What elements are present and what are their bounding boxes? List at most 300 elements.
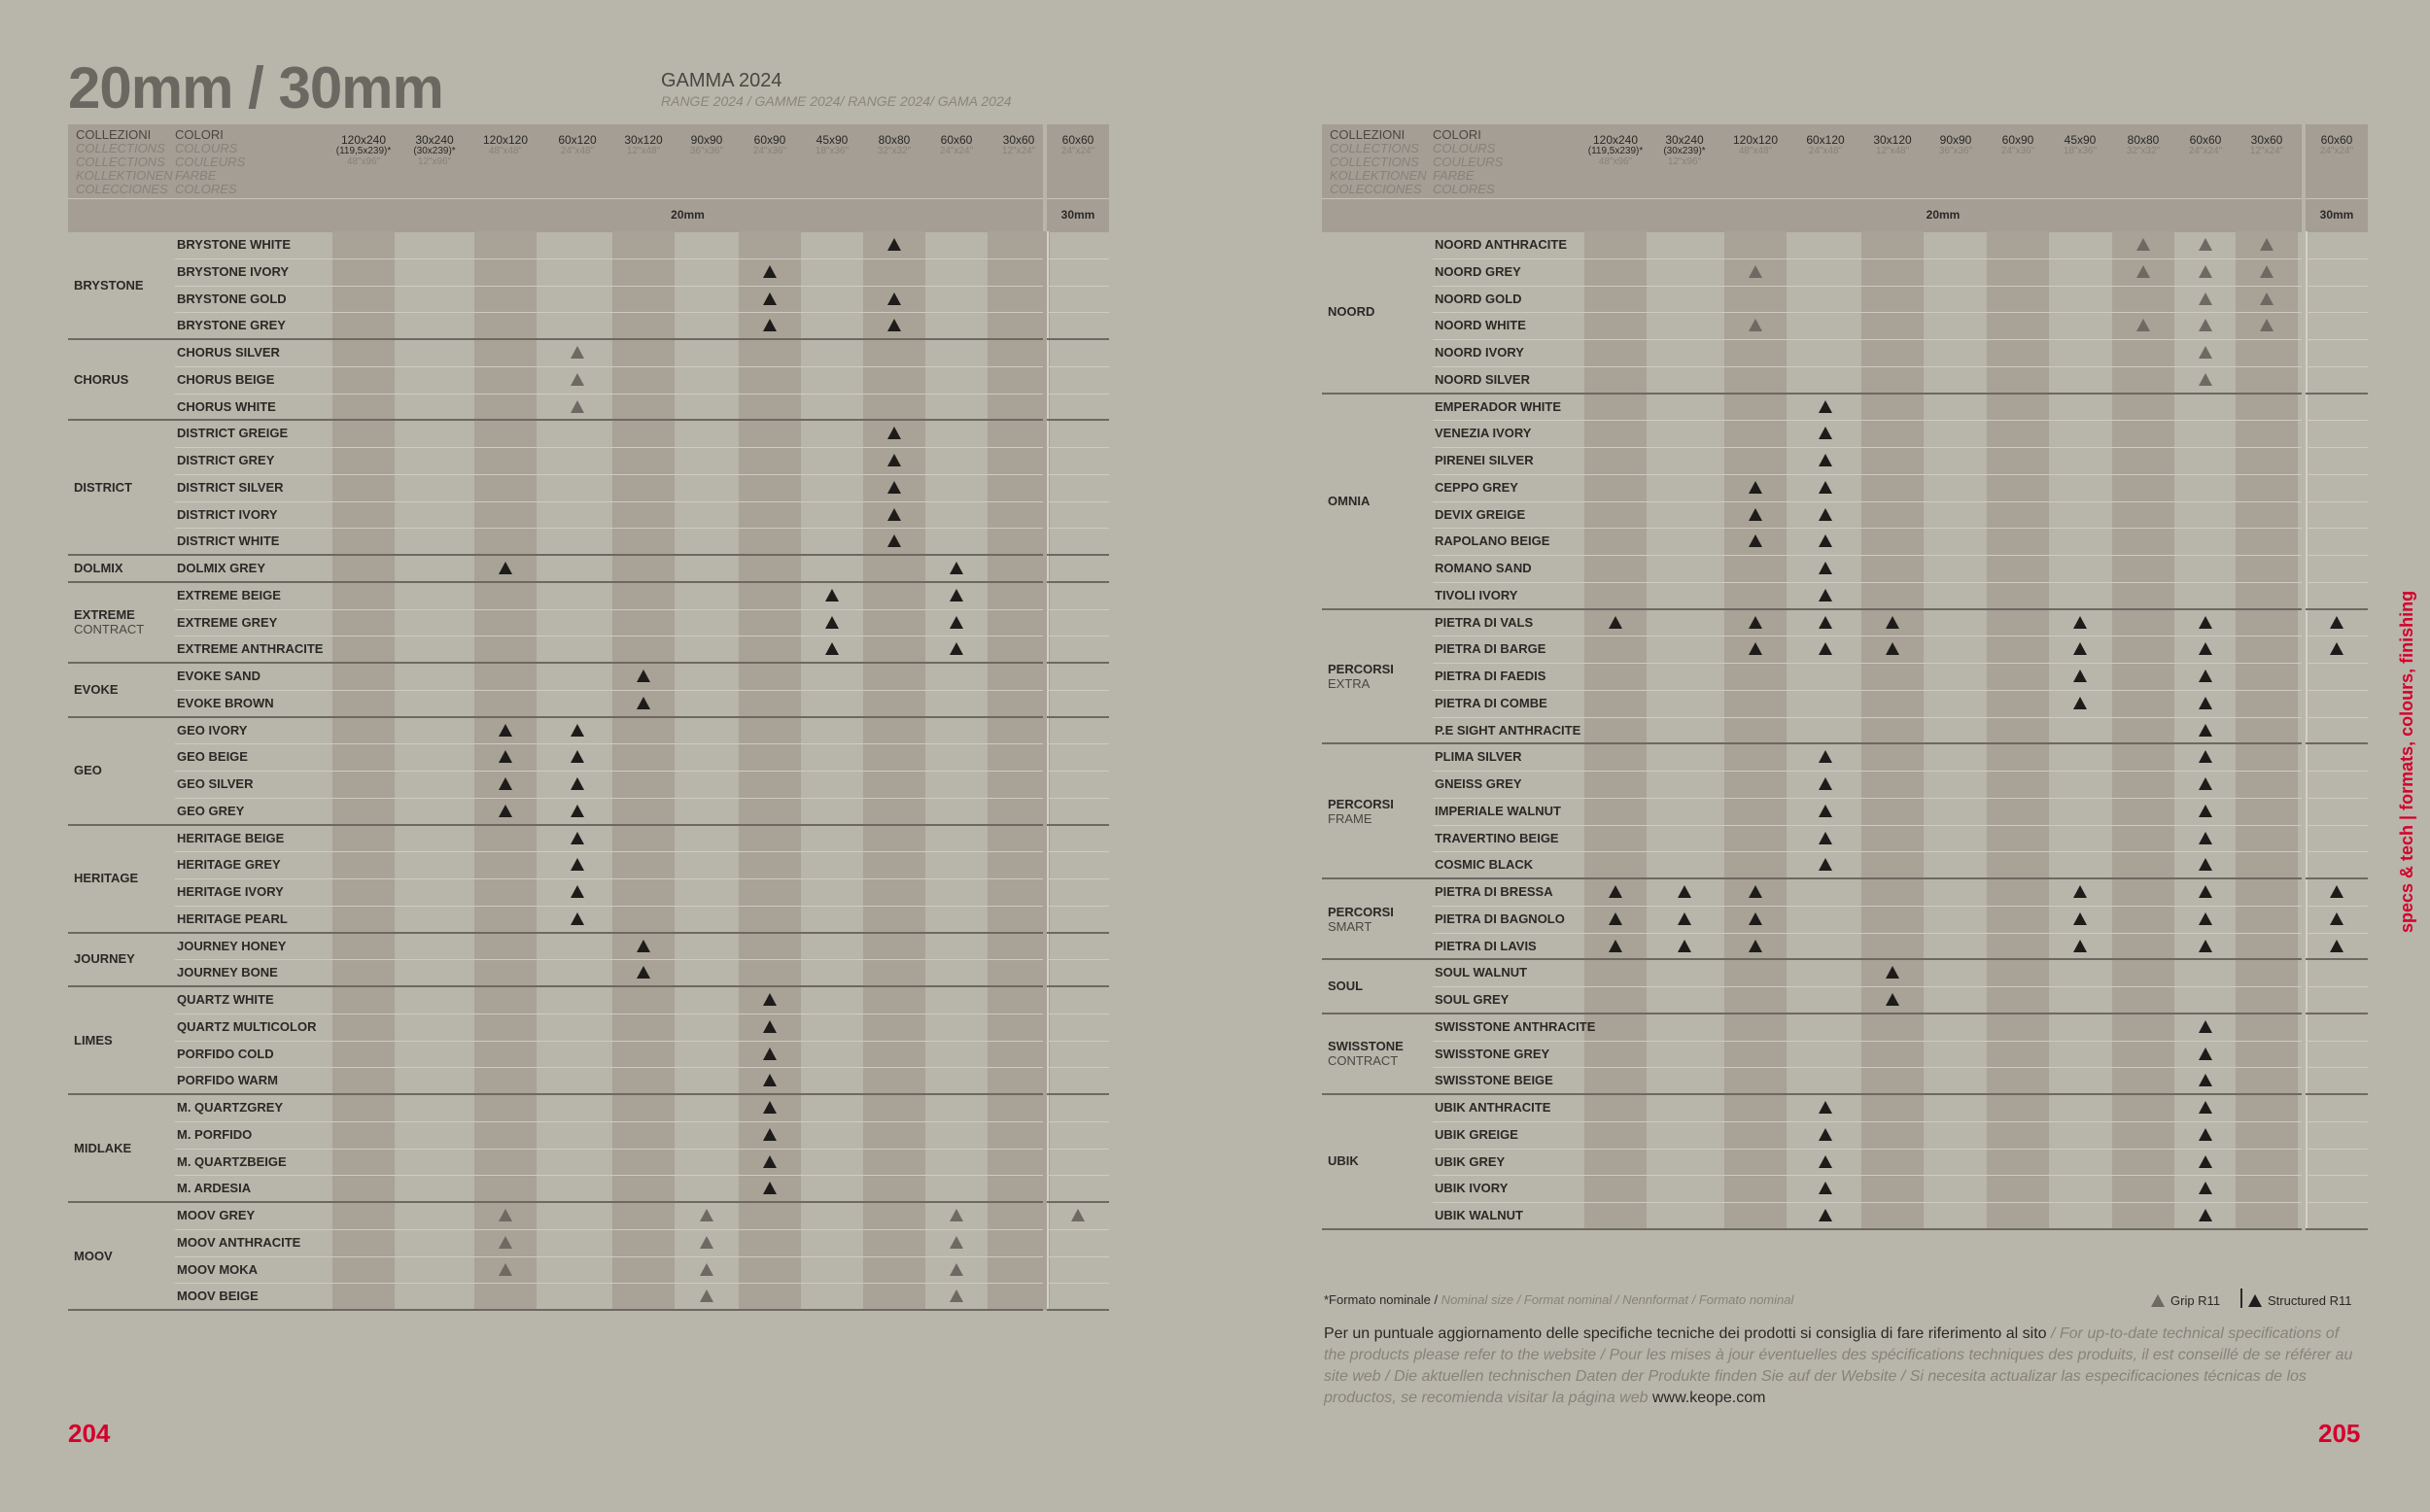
colour-name: UBIK GREIGE bbox=[1435, 1126, 1518, 1142]
column-stripe bbox=[1584, 231, 1647, 1229]
structured-triangle-icon bbox=[887, 319, 901, 331]
format-size: 60x60 bbox=[940, 133, 973, 147]
group-name bbox=[74, 682, 119, 697]
group-name-text: OMNIA bbox=[1328, 493, 1371, 508]
grip-triangle-icon bbox=[700, 1289, 713, 1302]
format-inches: 48"x96" bbox=[1598, 156, 1633, 167]
grip-triangle-icon bbox=[950, 1263, 963, 1276]
row-divider bbox=[175, 1041, 1043, 1042]
format-header bbox=[1653, 134, 1716, 167]
colours-header-line: COLORI bbox=[1433, 127, 1481, 142]
group-divider-30mm bbox=[2306, 877, 2368, 879]
group-name-text: CHORUS bbox=[74, 371, 129, 387]
row-divider bbox=[1433, 771, 2302, 772]
format-inches: 12"x24" bbox=[1001, 146, 1036, 156]
grip-triangle-icon bbox=[950, 1209, 963, 1221]
format-header bbox=[1987, 134, 2049, 156]
row-divider bbox=[175, 1229, 1043, 1230]
colour-name: PIETRA DI LAVIS bbox=[1435, 938, 1537, 953]
format-inches: 24"x24" bbox=[1060, 146, 1095, 156]
structured-triangle-icon bbox=[763, 1101, 777, 1114]
row-divider-30mm bbox=[2306, 582, 2368, 583]
grip-triangle-icon bbox=[571, 346, 584, 359]
colour-name: M. QUARTZGREY bbox=[177, 1100, 284, 1115]
format-inches: 24"x36" bbox=[2000, 146, 2035, 156]
row-divider bbox=[175, 501, 1043, 502]
colour-name: HERITAGE IVORY bbox=[177, 884, 284, 899]
structured-triangle-icon bbox=[1819, 534, 1832, 547]
group-name bbox=[1328, 979, 1363, 993]
row-divider-30mm bbox=[1047, 878, 1109, 879]
structured-triangle-icon bbox=[887, 454, 901, 466]
format-inches: 24"x24" bbox=[2319, 146, 2354, 156]
grip-triangle-icon bbox=[499, 1263, 512, 1276]
row-divider-30mm bbox=[1047, 609, 1109, 610]
row-divider bbox=[175, 286, 1043, 287]
structured-triangle-icon bbox=[2199, 1020, 2212, 1033]
structured-triangle-icon bbox=[1819, 562, 1832, 574]
colour-name: DISTRICT IVORY bbox=[177, 506, 278, 522]
structured-triangle-icon bbox=[2199, 697, 2212, 709]
group-divider bbox=[68, 1309, 1043, 1311]
colour-name: EVOKE SAND bbox=[177, 669, 260, 683]
row-divider-30mm bbox=[2306, 555, 2368, 556]
grip-triangle-icon bbox=[571, 373, 584, 386]
structured-triangle-icon bbox=[637, 697, 650, 709]
group-divider-30mm bbox=[1047, 1309, 1109, 1311]
colour-name: MOOV BEIGE bbox=[177, 1289, 259, 1304]
grip-triangle-icon bbox=[2199, 319, 2212, 331]
column-stripe bbox=[2236, 231, 2298, 1229]
collections-header-line: COLLECTIONS bbox=[1330, 155, 1419, 169]
row-divider-30mm bbox=[2306, 798, 2368, 799]
row-divider-30mm bbox=[1047, 1256, 1109, 1257]
collections-header-line: COLLEZIONI bbox=[76, 127, 152, 142]
row-divider-30mm bbox=[1047, 906, 1109, 907]
group-name-text: MOOV bbox=[74, 1248, 113, 1263]
left-table bbox=[68, 124, 1108, 1320]
group-name bbox=[74, 480, 132, 495]
format-header bbox=[863, 134, 925, 156]
format-header bbox=[2112, 134, 2174, 156]
row-divider bbox=[1433, 286, 2302, 287]
structured-triangle-icon bbox=[1819, 400, 1832, 413]
format-inches: 48"x96" bbox=[346, 156, 381, 167]
row-divider bbox=[175, 1149, 1043, 1150]
colours-header-line: FARBE bbox=[1433, 168, 1475, 183]
structured-triangle-icon bbox=[1749, 481, 1762, 494]
grip-triangle-icon bbox=[1749, 265, 1762, 278]
row-divider-30mm bbox=[2306, 1202, 2368, 1203]
structured-triangle-icon bbox=[825, 616, 839, 629]
structured-triangle-icon bbox=[2073, 912, 2087, 925]
row-divider bbox=[175, 258, 1043, 259]
format-size: 30x60 bbox=[2250, 133, 2283, 147]
structured-triangle-icon bbox=[763, 1155, 777, 1168]
row-divider bbox=[1433, 1041, 2302, 1042]
group-name-text: EVOKE bbox=[74, 681, 119, 697]
grip-triangle-icon bbox=[1071, 1209, 1085, 1221]
structured-triangle-icon bbox=[1678, 885, 1691, 898]
row-divider bbox=[175, 798, 1043, 799]
grip-triangle-icon bbox=[2260, 292, 2274, 305]
colour-name: DISTRICT WHITE bbox=[177, 533, 280, 549]
grip-triangle-icon bbox=[700, 1209, 713, 1221]
row-divider-30mm bbox=[1047, 1067, 1109, 1068]
column-stripe bbox=[1987, 231, 2049, 1229]
collections-header-line: COLLECTIONS bbox=[76, 155, 165, 169]
colours-header-line: COLOURS bbox=[175, 141, 238, 155]
format-inches: 24"x36" bbox=[752, 146, 787, 156]
format-inches: 48"x48" bbox=[488, 146, 523, 156]
row-divider-30mm bbox=[2306, 366, 2368, 367]
group-name-text: NOORD bbox=[1328, 304, 1375, 320]
row-divider-30mm bbox=[2306, 1067, 2368, 1068]
structured-triangle-icon bbox=[1749, 508, 1762, 521]
row-divider-30mm bbox=[1047, 394, 1109, 395]
format-inches: 24"x24" bbox=[939, 146, 974, 156]
grip-triangle-icon bbox=[2199, 238, 2212, 251]
row-divider-30mm bbox=[1047, 501, 1109, 502]
format-size: 90x90 bbox=[1939, 133, 1972, 147]
colour-name: DISTRICT SILVER bbox=[177, 479, 284, 495]
colour-name: QUARTZ MULTICOLOR bbox=[177, 1018, 317, 1034]
row-divider bbox=[1433, 366, 2302, 367]
colour-name: DEVIX GREIGE bbox=[1435, 506, 1526, 522]
row-divider-30mm bbox=[1047, 1175, 1109, 1176]
structured-triangle-icon bbox=[1749, 912, 1762, 925]
format-header bbox=[2049, 134, 2111, 156]
group-name-text: DOLMIX bbox=[74, 560, 123, 575]
structured-triangle-icon bbox=[950, 562, 963, 574]
format-inches: 12"x96" bbox=[1667, 156, 1702, 167]
row-divider-30mm bbox=[2306, 1149, 2368, 1150]
colour-name: P.E SIGHT ANTHRACITE bbox=[1435, 722, 1581, 738]
structured-triangle-icon bbox=[571, 885, 584, 898]
group-divider-30mm bbox=[1047, 419, 1109, 421]
group-divider bbox=[1322, 1228, 2302, 1230]
format-actual-size: (30x239)* bbox=[413, 146, 456, 156]
colour-name: ROMANO SAND bbox=[1435, 561, 1532, 575]
row-divider bbox=[175, 771, 1043, 772]
format-size: 80x80 bbox=[2127, 133, 2160, 147]
structured-triangle-icon bbox=[763, 265, 777, 278]
colour-name: DOLMIX GREY bbox=[177, 561, 266, 575]
group-subname: SMART bbox=[1328, 918, 1372, 934]
colour-name: BRYSTONE GREY bbox=[177, 318, 286, 333]
row-divider-30mm bbox=[1047, 798, 1109, 799]
structured-triangle-icon bbox=[763, 319, 777, 331]
structured-triangle-icon bbox=[1819, 805, 1832, 817]
group-subname: FRAME bbox=[1328, 810, 1372, 826]
row-divider-30mm bbox=[2306, 312, 2368, 313]
colour-name: BRYSTONE IVORY bbox=[177, 263, 290, 279]
group-name bbox=[74, 763, 102, 777]
row-divider-30mm bbox=[1047, 447, 1109, 448]
row-divider-30mm bbox=[2306, 663, 2368, 664]
colour-name: UBIK GREY bbox=[1435, 1153, 1506, 1169]
colour-name: CHORUS BEIGE bbox=[177, 371, 275, 387]
structured-triangle-icon bbox=[2199, 1048, 2212, 1060]
group-name bbox=[1328, 797, 1394, 826]
structured-triangle-icon bbox=[2073, 616, 2087, 629]
colour-name: EMPERADOR WHITE bbox=[1435, 398, 1561, 414]
group-name bbox=[74, 1033, 113, 1048]
format-size: 30x240 bbox=[415, 133, 454, 147]
group-name bbox=[74, 278, 144, 292]
group-name-text: LIMES bbox=[74, 1032, 113, 1048]
grip-triangle-icon bbox=[950, 1236, 963, 1249]
row-divider-30mm bbox=[2306, 339, 2368, 340]
format-header bbox=[1925, 134, 1987, 156]
row-divider bbox=[175, 366, 1043, 367]
format-size: 60x60 bbox=[2320, 133, 2353, 147]
group-name-text: SWISSTONE bbox=[1328, 1039, 1404, 1054]
row-divider bbox=[175, 312, 1043, 313]
colour-name: GEO SILVER bbox=[177, 776, 254, 791]
structured-triangle-icon bbox=[2330, 616, 2343, 629]
column-stripe bbox=[2112, 231, 2174, 1229]
row-divider-30mm bbox=[2306, 690, 2368, 691]
row-divider bbox=[175, 474, 1043, 475]
format-inches: 12"x48" bbox=[626, 146, 661, 156]
structured-triangle-icon bbox=[2199, 885, 2212, 898]
group-divider-30mm bbox=[1047, 662, 1109, 664]
structured-triangle-icon bbox=[2199, 858, 2212, 871]
group-divider-30mm bbox=[2306, 608, 2368, 610]
colour-name: RAPOLANO BEIGE bbox=[1435, 533, 1550, 549]
row-divider-30mm bbox=[1047, 1121, 1109, 1122]
colour-name: M. ARDESIA bbox=[177, 1181, 252, 1196]
colour-name: PORFIDO WARM bbox=[177, 1073, 278, 1088]
collections-header-line: COLLECTIONS bbox=[76, 141, 165, 155]
format-inches: 12"x48" bbox=[1875, 146, 1910, 156]
grip-triangle-icon bbox=[2199, 292, 2212, 305]
group-divider-30mm bbox=[1047, 581, 1109, 583]
colour-name: JOURNEY BONE bbox=[177, 965, 278, 980]
format-inches: 12"x96" bbox=[417, 156, 452, 167]
row-divider bbox=[1433, 582, 2302, 583]
group-name bbox=[74, 1141, 131, 1155]
group-name-text: PERCORSI bbox=[1328, 904, 1394, 919]
colour-name: HERITAGE BEIGE bbox=[177, 830, 285, 845]
group-divider-30mm bbox=[2306, 393, 2368, 395]
row-divider-30mm bbox=[2306, 986, 2368, 987]
format-header bbox=[612, 134, 675, 156]
row-divider-30mm bbox=[2306, 851, 2368, 852]
row-divider-30mm bbox=[2306, 1175, 2368, 1176]
format-inches: 32"x32" bbox=[2126, 146, 2161, 156]
structured-triangle-icon bbox=[2073, 670, 2087, 682]
structured-triangle-icon bbox=[2199, 616, 2212, 629]
structured-triangle-icon bbox=[2199, 912, 2212, 925]
colour-name: TRAVERTINO BEIGE bbox=[1435, 830, 1559, 845]
row-divider bbox=[1433, 986, 2302, 987]
row-divider bbox=[1433, 474, 2302, 475]
structured-triangle-icon bbox=[2199, 832, 2212, 844]
info-paragraph: Per un puntuale aggiornamento delle specifiche tecniche dei prodotti si consiglia di fare riferimento al sito / For up-to-date technical specifications of the products please refer to the website / Pour les mises à jour éventuelles des spécifications techniques des produits, il est conseillé de se référer au site web / Die aktuellen technischen Daten der Produkte finden Sie auf der Website / Si necesita actualizar las especificaciones técnicas de los productos, se recomienda visitar la página web www.keope.com bbox=[1324, 1325, 2353, 1406]
colour-name: PIETRA DI BARGE bbox=[1435, 641, 1546, 657]
colour-name: TIVOLI IVORY bbox=[1435, 587, 1518, 602]
row-divider-30mm bbox=[2306, 1121, 2368, 1122]
group-divider-30mm bbox=[2306, 742, 2368, 744]
row-divider bbox=[175, 1175, 1043, 1176]
structured-triangle-icon bbox=[2330, 642, 2343, 655]
colour-name: DISTRICT GREY bbox=[177, 453, 275, 467]
legend-divider bbox=[2240, 1289, 2242, 1308]
structured-triangle-icon bbox=[1819, 777, 1832, 790]
row-divider bbox=[1433, 851, 2302, 852]
row-divider bbox=[1433, 312, 2302, 313]
colour-name: PORFIDO COLD bbox=[177, 1046, 274, 1061]
format-size: 30x240 bbox=[1665, 133, 1704, 147]
structured-triangle-icon bbox=[1819, 1155, 1832, 1168]
group-name-text: DISTRICT bbox=[74, 479, 132, 495]
structured-triangle-icon bbox=[2330, 912, 2343, 925]
colour-name: MOOV ANTHRACITE bbox=[177, 1234, 301, 1250]
grip-triangle-icon bbox=[2136, 319, 2150, 331]
row-divider-30mm bbox=[2306, 447, 2368, 448]
format-header bbox=[2236, 134, 2298, 156]
page-number-left: 204 bbox=[68, 1419, 111, 1448]
row-divider bbox=[1433, 906, 2302, 907]
row-divider bbox=[175, 851, 1043, 852]
colour-name: PLIMA SILVER bbox=[1435, 749, 1522, 765]
format-size: 30x120 bbox=[1873, 133, 1912, 147]
row-divider bbox=[175, 1283, 1043, 1284]
colours-header-line: COLORES bbox=[1433, 182, 1495, 196]
format-size: 60x90 bbox=[2001, 133, 2034, 147]
grip-triangle-icon bbox=[2260, 319, 2274, 331]
collections-header bbox=[1330, 128, 1427, 196]
structured-triangle-icon bbox=[571, 832, 584, 844]
format-header bbox=[2174, 134, 2237, 156]
structured-triangle-icon bbox=[2199, 940, 2212, 952]
row-divider bbox=[1433, 1067, 2302, 1068]
structured-triangle-icon bbox=[887, 508, 901, 521]
colour-name: M. PORFIDO bbox=[177, 1126, 253, 1142]
format-inches: 12"x24" bbox=[2249, 146, 2284, 156]
structured-triangle-icon bbox=[571, 805, 584, 817]
grip-triangle-icon bbox=[2199, 346, 2212, 359]
structured-triangle-icon bbox=[1819, 858, 1832, 871]
colour-name: PIETRA DI VALS bbox=[1435, 614, 1534, 630]
structured-triangle-icon bbox=[571, 750, 584, 763]
group-name-text: JOURNEY bbox=[74, 951, 135, 967]
structured-triangle-icon bbox=[1819, 1209, 1832, 1221]
row-divider bbox=[1433, 798, 2302, 799]
colours-header-line: FARBE bbox=[175, 168, 217, 183]
structured-triangle-icon bbox=[2199, 670, 2212, 682]
structured-triangle-icon bbox=[571, 912, 584, 925]
structured-triangle-icon bbox=[1819, 481, 1832, 494]
colour-name: PIETRA DI FAEDIS bbox=[1435, 669, 1546, 683]
row-divider bbox=[1433, 933, 2302, 934]
colour-name: PIRENEI SILVER bbox=[1435, 453, 1534, 467]
format-header bbox=[474, 134, 537, 156]
colour-name: MOOV MOKA bbox=[177, 1261, 259, 1277]
structured-triangle-icon bbox=[1819, 1128, 1832, 1141]
structured-triangle-icon bbox=[1819, 589, 1832, 601]
format-header bbox=[1861, 134, 1924, 156]
grip-triangle-icon bbox=[499, 1209, 512, 1221]
structured-triangle-icon bbox=[2330, 885, 2343, 898]
structured-triangle-icon bbox=[950, 616, 963, 629]
colour-name: NOORD GOLD bbox=[1435, 291, 1522, 306]
format-header bbox=[1724, 134, 1787, 156]
structured-triangle-icon bbox=[2199, 1182, 2212, 1194]
colour-name: GEO IVORY bbox=[177, 722, 248, 738]
row-divider-30mm bbox=[2306, 258, 2368, 259]
row-divider bbox=[175, 1256, 1043, 1257]
row-divider-30mm bbox=[2306, 717, 2368, 718]
label-20mm: 20mm bbox=[1926, 208, 1961, 222]
structured-triangle-icon bbox=[1678, 912, 1691, 925]
group-divider-30mm bbox=[1047, 824, 1109, 826]
group-subname: EXTRA bbox=[1328, 675, 1371, 691]
colour-name: SWISSTONE BEIGE bbox=[1435, 1073, 1553, 1088]
structured-triangle-icon bbox=[499, 750, 512, 763]
row-divider bbox=[1433, 339, 2302, 340]
colour-name: PIETRA DI COMBE bbox=[1435, 695, 1547, 710]
colour-name: HERITAGE GREY bbox=[177, 857, 281, 873]
format-size: 60x90 bbox=[753, 133, 786, 147]
structured-triangle-icon bbox=[1678, 940, 1691, 952]
collections-header-line: COLLECTIONS bbox=[1330, 141, 1419, 155]
group-name bbox=[1328, 494, 1370, 508]
format-size: 60x120 bbox=[558, 133, 597, 147]
row-divider bbox=[1433, 528, 2302, 529]
structured-triangle-icon bbox=[2248, 1294, 2262, 1307]
format-header bbox=[1584, 134, 1647, 167]
structured-triangle-icon bbox=[1886, 966, 1899, 979]
structured-triangle-icon bbox=[950, 642, 963, 655]
structured-triangle-icon bbox=[2199, 642, 2212, 655]
structured-triangle-icon bbox=[1819, 427, 1832, 439]
collections-header-line: KOLLEKTIONEN bbox=[76, 168, 173, 183]
row-divider-30mm bbox=[2306, 933, 2368, 934]
structured-triangle-icon bbox=[2199, 1101, 2212, 1114]
group-name-text: MIDLAKE bbox=[74, 1140, 132, 1155]
row-divider-30mm bbox=[1047, 690, 1109, 691]
colour-name: UBIK IVORY bbox=[1435, 1181, 1509, 1196]
colour-name: SOUL GREY bbox=[1435, 992, 1510, 1007]
colour-name: GNEISS GREY bbox=[1435, 776, 1522, 791]
format-header bbox=[332, 134, 395, 167]
colour-name: MOOV GREY bbox=[177, 1208, 256, 1222]
format-actual-size: (119,5x239)* bbox=[335, 146, 392, 156]
row-divider bbox=[1433, 717, 2302, 718]
grip-triangle-icon bbox=[2199, 265, 2212, 278]
label-30mm: 30mm bbox=[1060, 208, 1095, 222]
group-name bbox=[1328, 905, 1394, 934]
colour-name: UBIK ANTHRACITE bbox=[1435, 1100, 1551, 1115]
format-header bbox=[676, 134, 738, 156]
group-divider-30mm bbox=[1047, 716, 1109, 718]
structured-triangle-icon bbox=[637, 670, 650, 682]
colours-header-line: COULEURS bbox=[1433, 155, 1504, 169]
colour-name: PIETRA DI BRESSA bbox=[1435, 884, 1553, 899]
group-name-text: PERCORSI bbox=[1328, 661, 1394, 676]
format-header bbox=[1047, 134, 1109, 156]
group-divider-30mm bbox=[1047, 1093, 1109, 1095]
format-inches: 32"x32" bbox=[877, 146, 912, 156]
colour-name: HERITAGE PEARL bbox=[177, 911, 288, 926]
structured-triangle-icon bbox=[1819, 832, 1832, 844]
structured-triangle-icon bbox=[950, 589, 963, 601]
colour-name: PIETRA DI BAGNOLO bbox=[1435, 911, 1565, 926]
right-table bbox=[1322, 124, 2362, 1242]
